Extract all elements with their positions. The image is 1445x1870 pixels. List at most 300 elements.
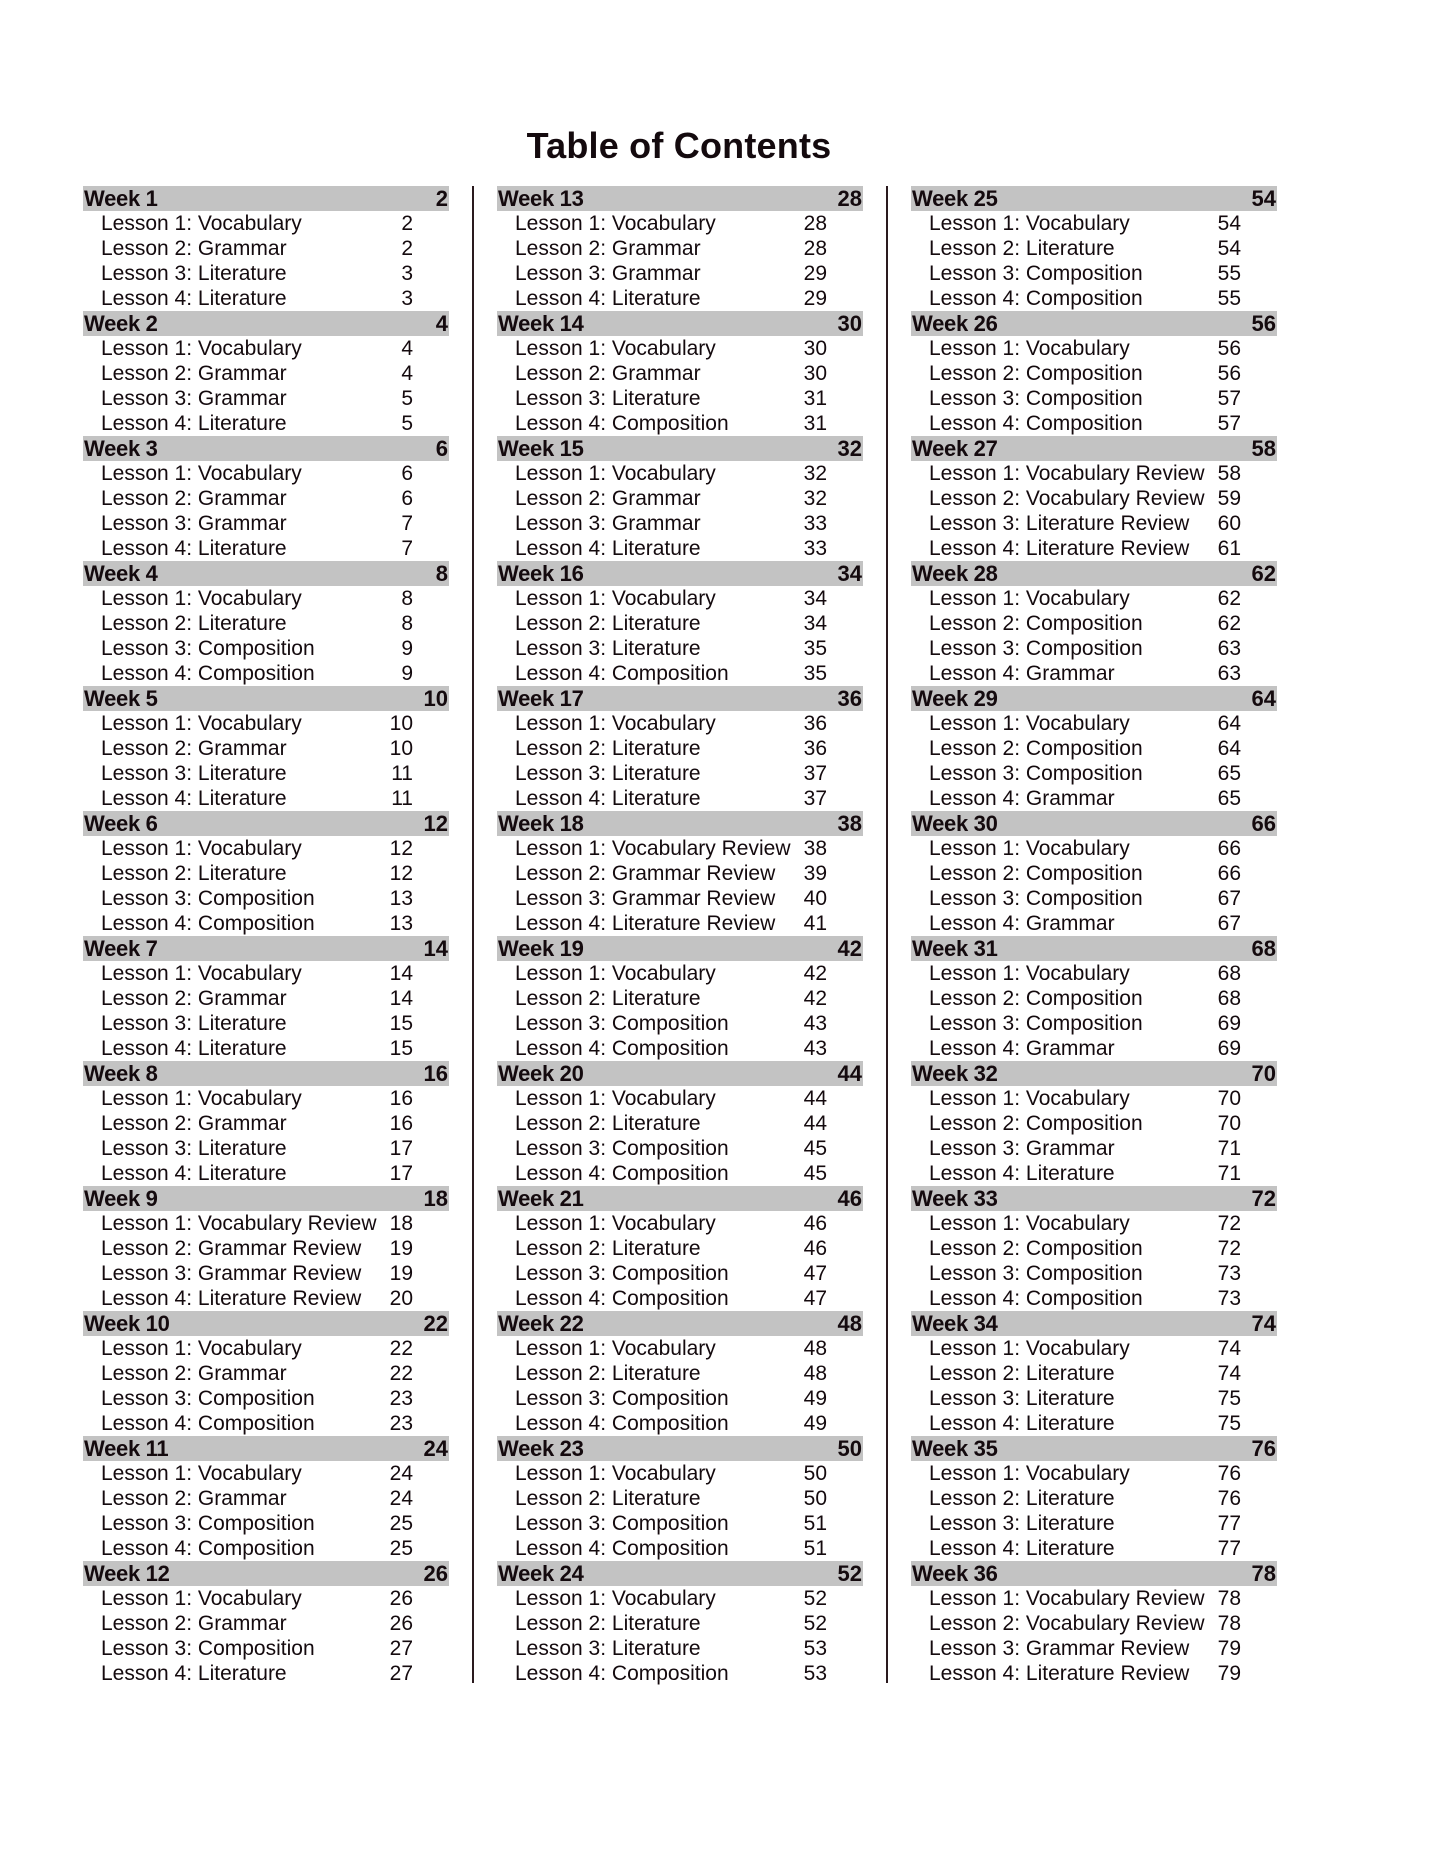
lesson-title: Lesson 1: Vocabulary	[929, 212, 1130, 235]
lesson-page-number: 23	[389, 1387, 413, 1410]
lesson-entry[interactable]	[911, 1211, 1277, 1236]
lesson-entry[interactable]	[497, 1036, 863, 1061]
lesson-entry[interactable]	[497, 586, 863, 611]
lesson-page-number: 15	[389, 1012, 413, 1035]
lesson-page-number: 68	[1217, 962, 1241, 985]
lesson-title: Lesson 3: Grammar	[515, 512, 701, 535]
week-header[interactable]	[497, 1436, 863, 1461]
lesson-title: Lesson 1: Vocabulary	[515, 1087, 716, 1110]
lesson-title: Lesson 2: Grammar	[101, 1112, 287, 1135]
lesson-page-number: 28	[803, 212, 827, 235]
week-header[interactable]	[497, 186, 863, 211]
lesson-entry[interactable]	[83, 536, 449, 561]
lesson-entry[interactable]	[497, 1236, 863, 1261]
lesson-page-number: 54	[1217, 237, 1241, 260]
lesson-title: Lesson 2: Grammar	[101, 1612, 287, 1635]
week-header[interactable]	[497, 936, 863, 961]
week-header[interactable]	[911, 936, 1277, 961]
lesson-title: Lesson 4: Literature	[101, 412, 287, 435]
lesson-title: Lesson 3: Literature	[101, 1137, 287, 1160]
lesson-title: Lesson 1: Vocabulary	[101, 962, 302, 985]
lesson-entry[interactable]	[83, 761, 449, 786]
lesson-title: Lesson 3: Grammar	[515, 262, 701, 285]
lesson-entry[interactable]	[497, 1111, 863, 1136]
week-header[interactable]	[497, 1311, 863, 1336]
week-header[interactable]	[911, 186, 1277, 211]
lesson-entry[interactable]	[911, 261, 1277, 286]
week-header[interactable]	[497, 811, 863, 836]
lesson-entry[interactable]	[497, 1286, 863, 1311]
lesson-entry[interactable]	[911, 911, 1277, 936]
lesson-title: Lesson 4: Literature	[101, 1037, 287, 1060]
lesson-title: Lesson 1: Vocabulary	[515, 962, 716, 985]
week-header[interactable]	[911, 1436, 1277, 1461]
week-header[interactable]	[497, 1061, 863, 1086]
lesson-entry[interactable]	[497, 336, 863, 361]
lesson-title: Lesson 2: Grammar Review	[101, 1237, 362, 1260]
lesson-title: Lesson 1: Vocabulary	[101, 1087, 302, 1110]
lesson-title: Lesson 4: Composition	[515, 1537, 729, 1560]
lesson-entry[interactable]	[83, 611, 449, 636]
lesson-entry[interactable]	[497, 511, 863, 536]
lesson-title: Lesson 1: Vocabulary	[929, 712, 1130, 735]
lesson-entry[interactable]	[497, 786, 863, 811]
lesson-entry[interactable]	[83, 886, 449, 911]
week-label: Week 5	[84, 686, 158, 711]
lesson-page-number: 5	[401, 412, 413, 435]
lesson-page-number: 34	[803, 612, 827, 635]
lesson-entry[interactable]	[497, 461, 863, 486]
week-label: Week 3	[84, 436, 158, 461]
lesson-page-number: 66	[1217, 862, 1241, 885]
lesson-page-number: 51	[803, 1537, 827, 1560]
lesson-entry[interactable]	[83, 1036, 449, 1061]
lesson-entry[interactable]	[497, 1661, 863, 1686]
lesson-entry[interactable]	[83, 386, 449, 411]
week-header[interactable]	[83, 186, 449, 211]
lesson-entry[interactable]	[83, 736, 449, 761]
lesson-page-number: 75	[1217, 1412, 1241, 1435]
lesson-entry[interactable]	[83, 1486, 449, 1511]
lesson-entry[interactable]	[83, 861, 449, 886]
lesson-entry[interactable]	[911, 1086, 1277, 1111]
lesson-entry[interactable]	[497, 536, 863, 561]
lesson-entry[interactable]	[911, 1636, 1277, 1661]
week-page-number: 36	[837, 686, 862, 711]
week-label: Week 31	[912, 936, 998, 961]
lesson-entry[interactable]	[83, 836, 449, 861]
lesson-title: Lesson 2: Literature	[515, 1237, 701, 1260]
week-header[interactable]	[83, 1061, 449, 1086]
lesson-page-number: 68	[1217, 987, 1241, 1010]
lesson-title: Lesson 3: Composition	[515, 1262, 729, 1285]
week-page-number: 4	[435, 311, 448, 336]
lesson-title: Lesson 4: Grammar	[929, 662, 1115, 685]
lesson-entry[interactable]	[497, 736, 863, 761]
lesson-entry[interactable]	[497, 1486, 863, 1511]
lesson-title: Lesson 1: Vocabulary	[929, 1462, 1130, 1485]
lesson-entry[interactable]	[911, 336, 1277, 361]
week-label: Week 14	[498, 311, 584, 336]
lesson-entry[interactable]	[911, 1111, 1277, 1136]
lesson-entry[interactable]	[911, 236, 1277, 261]
lesson-entry[interactable]	[911, 986, 1277, 1011]
week-label: Week 10	[84, 1311, 170, 1336]
lesson-entry[interactable]	[911, 636, 1277, 661]
lesson-entry[interactable]	[497, 261, 863, 286]
lesson-page-number: 31	[803, 387, 827, 410]
week-header[interactable]	[911, 1061, 1277, 1086]
lesson-entry[interactable]	[911, 736, 1277, 761]
lesson-entry[interactable]	[83, 1411, 449, 1436]
lesson-entry[interactable]	[497, 611, 863, 636]
lesson-title: Lesson 2: Vocabulary Review	[929, 487, 1205, 510]
lesson-page-number: 11	[391, 762, 413, 785]
lesson-entry[interactable]	[911, 1386, 1277, 1411]
lesson-entry[interactable]	[911, 761, 1277, 786]
lesson-entry[interactable]	[911, 1461, 1277, 1486]
lesson-entry[interactable]	[83, 1111, 449, 1136]
lesson-entry[interactable]	[83, 1511, 449, 1536]
week-header[interactable]	[83, 811, 449, 836]
lesson-entry[interactable]	[497, 1086, 863, 1111]
lesson-entry[interactable]	[911, 1036, 1277, 1061]
lesson-entry[interactable]	[497, 361, 863, 386]
lesson-entry[interactable]	[83, 661, 449, 686]
week-label: Week 36	[912, 1561, 998, 1586]
lesson-page-number: 26	[389, 1587, 413, 1610]
lesson-page-number: 19	[389, 1262, 413, 1285]
week-label: Week 32	[912, 1061, 998, 1086]
lesson-entry[interactable]	[83, 1661, 449, 1686]
lesson-title: Lesson 3: Composition	[515, 1012, 729, 1035]
lesson-page-number: 63	[1217, 637, 1241, 660]
week-page-number: 8	[435, 561, 448, 586]
lesson-entry[interactable]	[911, 1011, 1277, 1036]
lesson-page-number: 52	[803, 1612, 827, 1635]
lesson-entry[interactable]	[83, 636, 449, 661]
lesson-entry[interactable]	[83, 911, 449, 936]
lesson-entry[interactable]	[83, 961, 449, 986]
lesson-page-number: 18	[389, 1212, 413, 1235]
lesson-entry[interactable]	[83, 261, 449, 286]
lesson-title: Lesson 3: Literature Review	[929, 512, 1190, 535]
week-page-number: 12	[423, 811, 448, 836]
lesson-entry[interactable]	[911, 361, 1277, 386]
lesson-title: Lesson 1: Vocabulary	[101, 337, 302, 360]
lesson-title: Lesson 2: Literature	[515, 612, 701, 635]
lesson-entry[interactable]	[497, 1611, 863, 1636]
lesson-entry[interactable]	[83, 1461, 449, 1486]
lesson-title: Lesson 4: Composition	[101, 1537, 315, 1560]
week-page-number: 44	[837, 1061, 862, 1086]
lesson-page-number: 69	[1217, 1037, 1241, 1060]
lesson-entry[interactable]	[497, 411, 863, 436]
lesson-title: Lesson 3: Composition	[101, 887, 315, 910]
lesson-entry[interactable]	[911, 861, 1277, 886]
lesson-entry[interactable]	[911, 286, 1277, 311]
week-page-number: 78	[1251, 1561, 1276, 1586]
lesson-page-number: 67	[1217, 887, 1241, 910]
week-header[interactable]	[83, 1436, 449, 1461]
lesson-entry[interactable]	[911, 1611, 1277, 1636]
week-label: Week 19	[498, 936, 584, 961]
lesson-entry[interactable]	[83, 1261, 449, 1286]
lesson-title: Lesson 2: Composition	[929, 737, 1143, 760]
lesson-entry[interactable]	[911, 1486, 1277, 1511]
week-header[interactable]	[497, 1561, 863, 1586]
lesson-entry[interactable]	[83, 986, 449, 1011]
lesson-entry[interactable]	[497, 1261, 863, 1286]
lesson-page-number: 53	[803, 1662, 827, 1685]
lesson-entry[interactable]	[83, 1361, 449, 1386]
week-label: Week 35	[912, 1436, 998, 1461]
week-header[interactable]	[911, 561, 1277, 586]
lesson-entry[interactable]	[497, 386, 863, 411]
lesson-entry[interactable]	[497, 1586, 863, 1611]
lesson-entry[interactable]	[497, 886, 863, 911]
week-header[interactable]	[911, 811, 1277, 836]
week-header[interactable]	[911, 1186, 1277, 1211]
week-page-number: 48	[837, 1311, 862, 1336]
lesson-entry[interactable]	[83, 411, 449, 436]
lesson-entry[interactable]	[497, 836, 863, 861]
lesson-entry[interactable]	[497, 1011, 863, 1036]
week-header[interactable]	[83, 436, 449, 461]
week-label: Week 12	[84, 1561, 170, 1586]
lesson-entry[interactable]	[497, 761, 863, 786]
lesson-entry[interactable]	[497, 1361, 863, 1386]
lesson-entry[interactable]	[497, 1136, 863, 1161]
lesson-title: Lesson 1: Vocabulary	[929, 1087, 1130, 1110]
lesson-entry[interactable]	[497, 1386, 863, 1411]
lesson-entry[interactable]	[497, 1336, 863, 1361]
lesson-entry[interactable]	[911, 1361, 1277, 1386]
lesson-entry[interactable]	[911, 386, 1277, 411]
lesson-entry[interactable]	[83, 1636, 449, 1661]
week-header[interactable]	[497, 436, 863, 461]
lesson-title: Lesson 2: Grammar	[515, 362, 701, 385]
week-label: Week 23	[498, 1436, 584, 1461]
week-page-number: 58	[1251, 436, 1276, 461]
week-header[interactable]	[911, 436, 1277, 461]
lesson-page-number: 28	[803, 237, 827, 260]
week-header[interactable]	[497, 561, 863, 586]
lesson-entry[interactable]	[497, 661, 863, 686]
lesson-page-number: 61	[1217, 537, 1241, 560]
week-header[interactable]	[911, 1311, 1277, 1336]
lesson-title: Lesson 4: Composition	[929, 287, 1143, 310]
lesson-page-number: 44	[803, 1112, 827, 1135]
lesson-entry[interactable]	[911, 1536, 1277, 1561]
lesson-entry[interactable]	[911, 1661, 1277, 1686]
lesson-entry[interactable]	[911, 836, 1277, 861]
lesson-entry[interactable]	[497, 1536, 863, 1561]
lesson-entry[interactable]	[911, 661, 1277, 686]
week-header[interactable]	[83, 686, 449, 711]
lesson-entry[interactable]	[497, 236, 863, 261]
lesson-entry[interactable]	[83, 1286, 449, 1311]
lesson-title: Lesson 4: Literature	[101, 287, 287, 310]
lesson-entry[interactable]	[911, 486, 1277, 511]
week-page-number: 22	[423, 1311, 448, 1336]
lesson-title: Lesson 1: Vocabulary	[101, 837, 302, 860]
lesson-page-number: 36	[803, 712, 827, 735]
lesson-title: Lesson 3: Composition	[929, 262, 1143, 285]
lesson-entry[interactable]	[497, 1211, 863, 1236]
week-header[interactable]	[911, 686, 1277, 711]
lesson-page-number: 46	[803, 1237, 827, 1260]
lesson-title: Lesson 4: Composition	[101, 912, 315, 935]
lesson-entry[interactable]	[911, 1236, 1277, 1261]
lesson-entry[interactable]	[83, 286, 449, 311]
lesson-page-number: 76	[1217, 1487, 1241, 1510]
week-page-number: 24	[423, 1436, 448, 1461]
lesson-page-number: 9	[401, 662, 413, 685]
week-header[interactable]	[83, 1561, 449, 1586]
lesson-title: Lesson 2: Literature	[515, 1487, 701, 1510]
lesson-entry[interactable]	[83, 1161, 449, 1186]
lesson-entry[interactable]	[911, 411, 1277, 436]
lesson-entry[interactable]	[911, 461, 1277, 486]
lesson-entry[interactable]	[83, 211, 449, 236]
lesson-title: Lesson 1: Vocabulary Review	[515, 837, 791, 860]
lesson-entry[interactable]	[497, 1461, 863, 1486]
lesson-entry[interactable]	[83, 1011, 449, 1036]
week-header[interactable]	[497, 311, 863, 336]
week-label: Week 18	[498, 811, 584, 836]
lesson-entry[interactable]	[83, 1611, 449, 1636]
lesson-page-number: 45	[803, 1162, 827, 1185]
lesson-title: Lesson 4: Composition	[515, 1037, 729, 1060]
lesson-entry[interactable]	[83, 511, 449, 536]
lesson-entry[interactable]	[83, 1236, 449, 1261]
lesson-entry[interactable]	[911, 961, 1277, 986]
lesson-entry[interactable]	[83, 1086, 449, 1111]
lesson-title: Lesson 2: Composition	[929, 862, 1143, 885]
lesson-entry[interactable]	[497, 636, 863, 661]
lesson-title: Lesson 1: Vocabulary Review	[101, 1212, 377, 1235]
lesson-entry[interactable]	[83, 236, 449, 261]
lesson-entry[interactable]	[83, 1586, 449, 1611]
lesson-title: Lesson 3: Composition	[929, 887, 1143, 910]
lesson-title: Lesson 4: Literature	[929, 1537, 1115, 1560]
lesson-entry[interactable]	[83, 336, 449, 361]
lesson-entry[interactable]	[83, 461, 449, 486]
week-header[interactable]	[83, 311, 449, 336]
lesson-entry[interactable]	[497, 961, 863, 986]
lesson-entry[interactable]	[911, 511, 1277, 536]
lesson-entry[interactable]	[497, 211, 863, 236]
lesson-entry[interactable]	[911, 886, 1277, 911]
lesson-entry[interactable]	[83, 1536, 449, 1561]
lesson-entry[interactable]	[911, 1161, 1277, 1186]
lesson-page-number: 63	[1217, 662, 1241, 685]
week-label: Week 7	[84, 936, 158, 961]
week-header[interactable]	[911, 1561, 1277, 1586]
lesson-page-number: 29	[803, 287, 827, 310]
lesson-entry[interactable]	[911, 1136, 1277, 1161]
lesson-entry[interactable]	[83, 586, 449, 611]
week-label: Week 4	[84, 561, 158, 586]
lesson-entry[interactable]	[497, 486, 863, 511]
lesson-page-number: 35	[803, 637, 827, 660]
lesson-entry[interactable]	[497, 1161, 863, 1186]
lesson-entry[interactable]	[911, 1411, 1277, 1436]
lesson-entry[interactable]	[497, 1511, 863, 1536]
lesson-entry[interactable]	[497, 711, 863, 736]
lesson-title: Lesson 1: Vocabulary	[515, 1337, 716, 1360]
lesson-page-number: 37	[803, 787, 827, 810]
lesson-entry[interactable]	[83, 1211, 449, 1236]
lesson-page-number: 73	[1217, 1287, 1241, 1310]
lesson-title: Lesson 2: Grammar	[101, 987, 287, 1010]
lesson-entry[interactable]	[497, 861, 863, 886]
week-header[interactable]	[83, 936, 449, 961]
lesson-entry[interactable]	[911, 1511, 1277, 1536]
lesson-title: Lesson 4: Composition	[515, 1412, 729, 1435]
lesson-title: Lesson 3: Composition	[515, 1387, 729, 1410]
week-page-number: 34	[837, 561, 862, 586]
week-page-number: 28	[837, 186, 862, 211]
week-header[interactable]	[83, 1311, 449, 1336]
week-header[interactable]	[83, 1186, 449, 1211]
lesson-page-number: 72	[1217, 1237, 1241, 1260]
lesson-entry[interactable]	[83, 361, 449, 386]
lesson-page-number: 22	[389, 1337, 413, 1360]
lesson-entry[interactable]	[497, 911, 863, 936]
lesson-page-number: 17	[389, 1162, 413, 1185]
lesson-title: Lesson 3: Literature	[515, 1637, 701, 1660]
lesson-entry[interactable]	[83, 1386, 449, 1411]
lesson-entry[interactable]	[911, 1586, 1277, 1611]
lesson-entry[interactable]	[497, 286, 863, 311]
lesson-title: Lesson 2: Literature	[929, 237, 1115, 260]
lesson-entry[interactable]	[911, 1286, 1277, 1311]
lesson-entry[interactable]	[911, 711, 1277, 736]
lesson-entry[interactable]	[497, 1411, 863, 1436]
week-label: Week 8	[84, 1061, 158, 1086]
lesson-entry[interactable]	[911, 1261, 1277, 1286]
week-header[interactable]	[497, 1186, 863, 1211]
lesson-title: Lesson 1: Vocabulary	[101, 212, 302, 235]
week-header[interactable]	[497, 686, 863, 711]
week-header[interactable]	[911, 311, 1277, 336]
lesson-page-number: 27	[389, 1662, 413, 1685]
lesson-entry[interactable]	[911, 1336, 1277, 1361]
lesson-entry[interactable]	[911, 536, 1277, 561]
lesson-title: Lesson 3: Grammar Review	[929, 1637, 1190, 1660]
lesson-title: Lesson 1: Vocabulary	[929, 1212, 1130, 1235]
lesson-entry[interactable]	[83, 786, 449, 811]
lesson-entry[interactable]	[911, 586, 1277, 611]
lesson-entry[interactable]	[83, 486, 449, 511]
lesson-entry[interactable]	[911, 786, 1277, 811]
lesson-entry[interactable]	[911, 611, 1277, 636]
lesson-entry[interactable]	[83, 711, 449, 736]
lesson-entry[interactable]	[497, 986, 863, 1011]
lesson-page-number: 7	[401, 512, 413, 535]
week-page-number: 62	[1251, 561, 1276, 586]
lesson-entry[interactable]	[911, 211, 1277, 236]
lesson-entry[interactable]	[83, 1336, 449, 1361]
week-label: Week 17	[498, 686, 584, 711]
week-header[interactable]	[83, 561, 449, 586]
lesson-entry[interactable]	[497, 1636, 863, 1661]
lesson-page-number: 22	[389, 1362, 413, 1385]
lesson-title: Lesson 2: Literature	[515, 1612, 701, 1635]
lesson-entry[interactable]	[83, 1136, 449, 1161]
